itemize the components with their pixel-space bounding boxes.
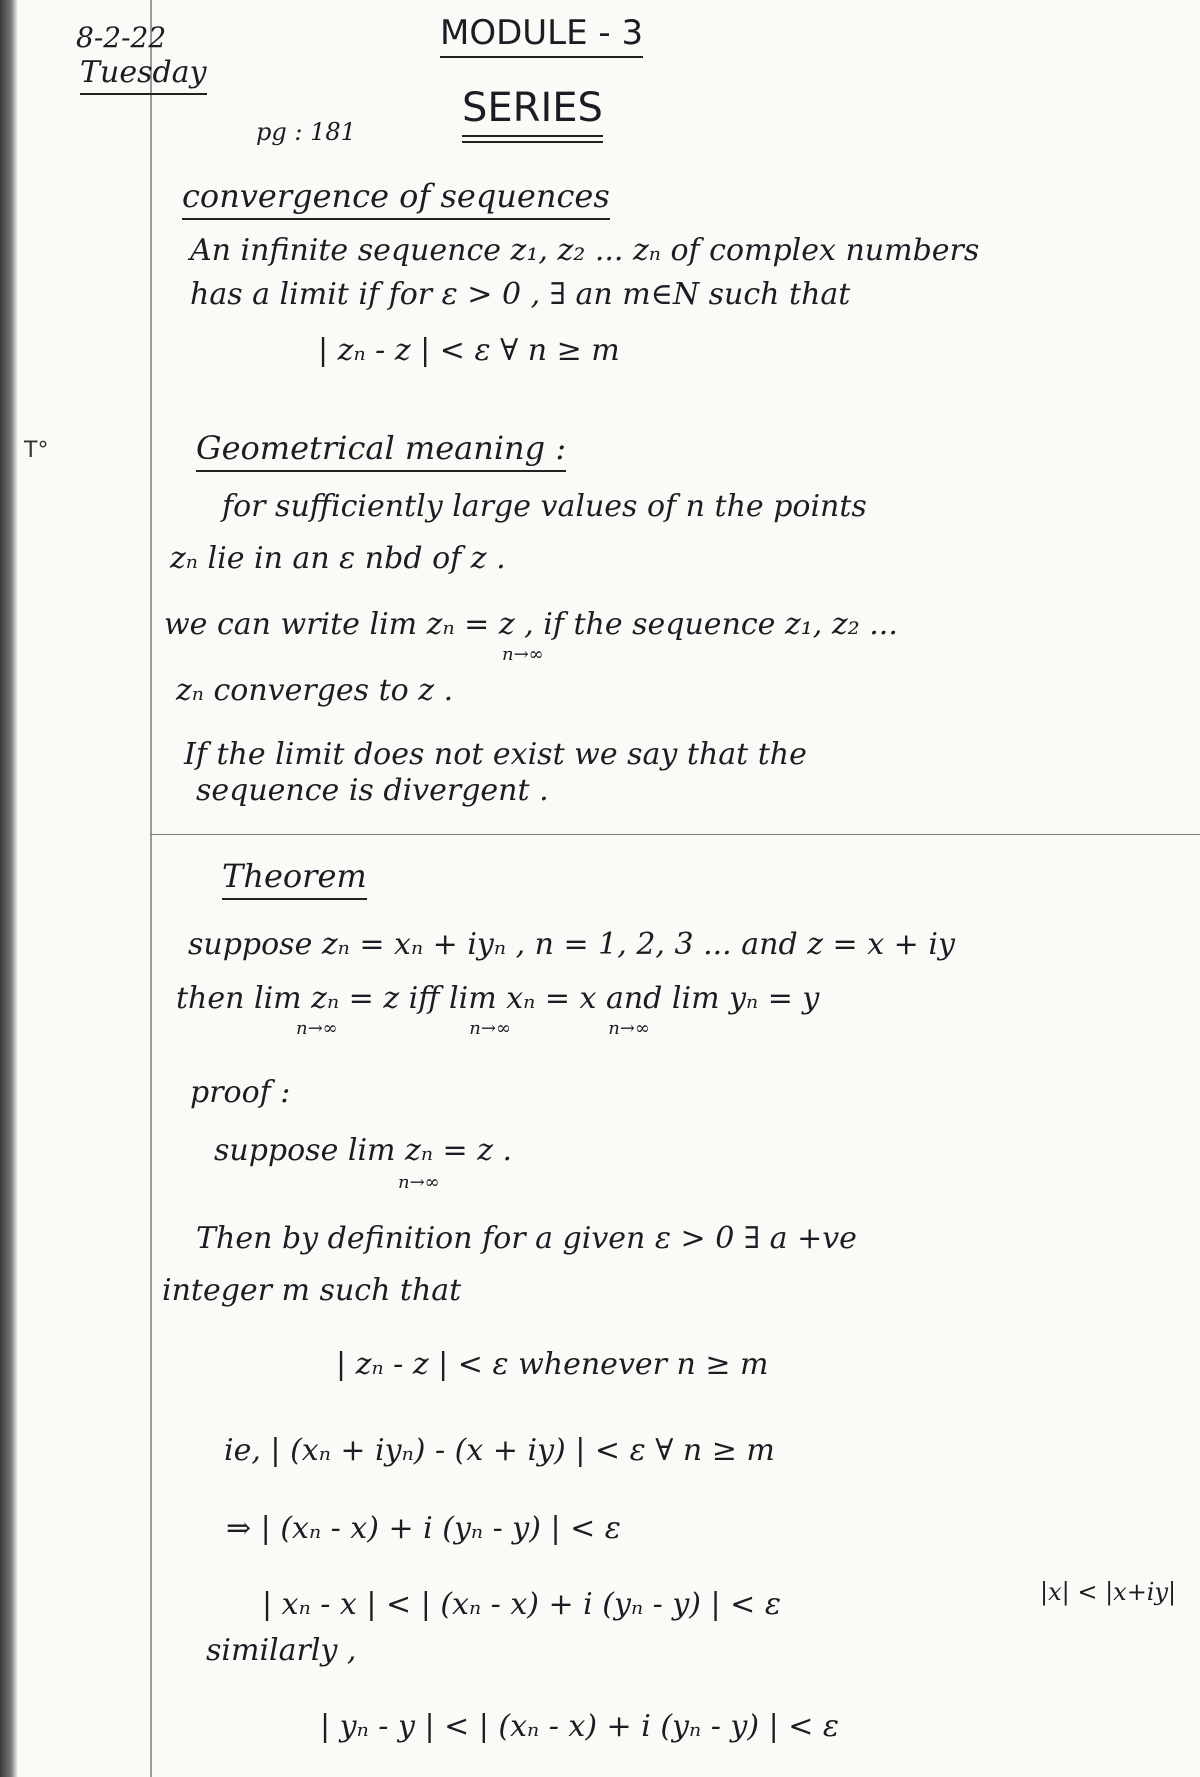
heading-geometrical-meaning: [196, 429, 567, 467]
text-line: integer m such that: [162, 1273, 462, 1308]
text-line: An infinite sequence z₁, z₂ ... zₙ of complex numbers: [190, 233, 980, 268]
text-line: similarly ,: [206, 1633, 357, 1668]
section-divider: [150, 834, 1200, 835]
module-heading: [440, 13, 644, 53]
heading-theorem: [222, 857, 367, 895]
text-line: Then by definition for a given ε > 0 ∃ a +ve: [196, 1221, 857, 1256]
text-line: suppose zₙ = xₙ + iyₙ , n = 1, 2, 3 ... and z = x + iy: [188, 927, 955, 962]
text-line: zₙ converges to z .: [176, 673, 454, 708]
text-line: for sufficiently large values of n the points: [222, 489, 867, 524]
series-title: [462, 85, 603, 131]
margin-mark: T°: [24, 438, 49, 463]
formula-line: | zₙ - z | < ε ∀ n ≥ m: [318, 333, 620, 368]
series-title-text: SERIES: [462, 85, 603, 137]
page-reference: pg : 181: [256, 118, 356, 146]
limit-subscript: n→∞: [398, 1172, 440, 1193]
formula-line: ie, | (xₙ + iyₙ) - (x + iy) | < ε ∀ n ≥ m: [224, 1433, 775, 1468]
text-line: If the limit does not exist we say that the: [184, 737, 807, 772]
page-edge-shadow: [0, 0, 18, 1777]
formula-line: | zₙ - z | < ε whenever n ≥ m: [336, 1347, 769, 1382]
heading-convergence: [182, 177, 610, 215]
day: [80, 55, 207, 90]
limit-subscripts: n→∞ n→∞ n→∞: [296, 1018, 650, 1039]
limit-subscript: n→∞: [502, 644, 544, 665]
formula-line: ⇒ | (xₙ - x) + i (yₙ - y) | < ε: [226, 1511, 621, 1546]
date: 8-2-22: [76, 21, 167, 54]
formula-line: | xₙ - x | < | (xₙ - x) + i (yₙ - y) | < ε: [262, 1587, 781, 1622]
side-note: |x| < |x+iy|: [1040, 1578, 1177, 1606]
heading-theorem-text: Theorem: [222, 857, 367, 900]
heading-proof: proof :: [190, 1075, 291, 1110]
heading-geometrical-text: Geometrical meaning :: [196, 429, 566, 472]
text-line: we can write lim zₙ = z , if the sequence z₁, z₂ ...: [164, 607, 898, 642]
margin-line: [150, 0, 152, 1777]
text-line: has a limit if for ε > 0 , ∃ an m∈N such that: [190, 277, 851, 312]
text-line: sequence is divergent .: [196, 773, 549, 808]
text-line: suppose lim zₙ = z .: [214, 1133, 513, 1168]
heading-convergence-text: convergence of sequences: [182, 177, 610, 220]
day-text: Tuesday: [80, 55, 207, 95]
text-line: zₙ lie in an ε nbd of z .: [170, 541, 506, 576]
module-text: MODULE - 3: [440, 13, 643, 58]
text-line: then lim zₙ = z iff lim xₙ = x and lim yₙ = y: [176, 981, 820, 1016]
formula-line: | yₙ - y | < | (xₙ - x) + i (yₙ - y) | < ε: [320, 1709, 839, 1744]
